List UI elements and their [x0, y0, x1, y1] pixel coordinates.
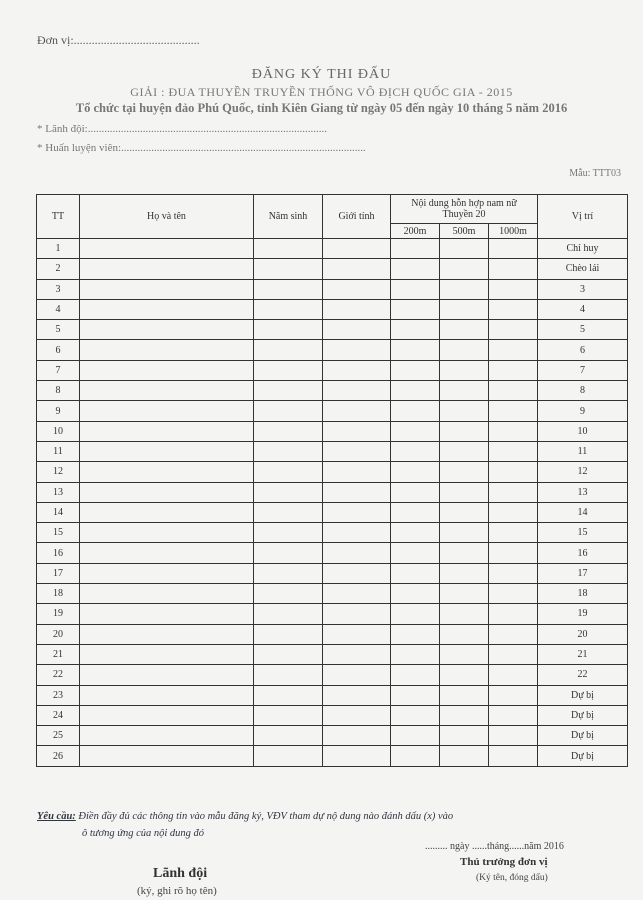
event-200m-cell[interactable]: [391, 320, 440, 340]
position-cell: Chỉ huy: [538, 239, 628, 259]
col-200m: 200m: [391, 224, 440, 239]
registration-table: [36, 194, 628, 767]
position-cell: 6: [538, 340, 628, 360]
birth-year-cell[interactable]: [254, 665, 323, 685]
event-500m-cell[interactable]: [440, 685, 489, 705]
event-200m-cell[interactable]: [391, 259, 440, 279]
row-number: 11: [37, 441, 80, 461]
col-mixed-event: Nội dung hỗn hợp nam nữ Thuyền 20: [391, 195, 538, 224]
event-500m-cell[interactable]: [440, 746, 489, 766]
gender-cell[interactable]: [323, 665, 391, 685]
name-cell[interactable]: [80, 360, 254, 380]
table-row: [37, 299, 628, 319]
event-200m-cell[interactable]: [391, 360, 440, 380]
birth-year-cell[interactable]: [254, 421, 323, 441]
event-200m-cell[interactable]: [391, 746, 440, 766]
event-1000m-cell[interactable]: [489, 644, 538, 664]
requirement-text-2: ô tương ứng của nội dung đó: [82, 828, 205, 839]
event-500m-cell[interactable]: [440, 279, 489, 299]
gender-cell[interactable]: [323, 259, 391, 279]
name-cell[interactable]: [80, 320, 254, 340]
event-500m-cell[interactable]: [440, 482, 489, 502]
position-cell: 4: [538, 299, 628, 319]
row-number: 17: [37, 563, 80, 583]
birth-year-cell[interactable]: [254, 279, 323, 299]
gender-cell[interactable]: [323, 726, 391, 746]
event-1000m-cell[interactable]: [489, 401, 538, 421]
col-position: Vị trí: [538, 195, 628, 239]
row-number: 4: [37, 299, 80, 319]
event-200m-cell[interactable]: [391, 543, 440, 563]
event-1000m-cell[interactable]: [489, 279, 538, 299]
event-1000m-cell[interactable]: [489, 523, 538, 543]
birth-year-cell[interactable]: [254, 239, 323, 259]
table-row: [37, 320, 628, 340]
table-row: [37, 563, 628, 583]
event-1000m-cell[interactable]: [489, 421, 538, 441]
event-500m-cell[interactable]: [440, 320, 489, 340]
name-cell[interactable]: [80, 685, 254, 705]
name-cell[interactable]: [80, 259, 254, 279]
event-200m-cell[interactable]: [391, 401, 440, 421]
col-1000m: 1000m: [489, 224, 538, 239]
table-row: [37, 543, 628, 563]
birth-year-cell[interactable]: [254, 604, 323, 624]
gender-cell[interactable]: [323, 482, 391, 502]
birth-year-cell[interactable]: [254, 482, 323, 502]
event-1000m-cell[interactable]: [489, 239, 538, 259]
event-200m-cell[interactable]: [391, 523, 440, 543]
event-500m-cell[interactable]: [440, 705, 489, 725]
gender-cell[interactable]: [323, 644, 391, 664]
event-500m-cell[interactable]: [440, 340, 489, 360]
table-row: [37, 340, 628, 360]
position-cell: Dự bị: [538, 705, 628, 725]
birth-year-cell[interactable]: [254, 543, 323, 563]
event-1000m-cell[interactable]: [489, 563, 538, 583]
position-cell: 18: [538, 584, 628, 604]
name-cell[interactable]: [80, 584, 254, 604]
event-500m-cell[interactable]: [440, 726, 489, 746]
table-row: [37, 462, 628, 482]
row-number: 24: [37, 705, 80, 725]
event-500m-cell[interactable]: [440, 563, 489, 583]
event-500m-cell[interactable]: [440, 381, 489, 401]
event-1000m-cell[interactable]: [489, 665, 538, 685]
event-500m-cell[interactable]: [440, 543, 489, 563]
name-cell[interactable]: [80, 482, 254, 502]
row-number: 22: [37, 665, 80, 685]
row-number: 5: [37, 320, 80, 340]
position-cell: 7: [538, 360, 628, 380]
name-cell[interactable]: [80, 644, 254, 664]
col-birth-year: Năm sinh: [254, 195, 323, 239]
position-cell: 9: [538, 401, 628, 421]
event-500m-cell[interactable]: [440, 523, 489, 543]
row-number: 25: [37, 726, 80, 746]
name-cell[interactable]: [80, 563, 254, 583]
table-row: [37, 421, 628, 441]
birth-year-cell[interactable]: [254, 360, 323, 380]
event-200m-cell[interactable]: [391, 624, 440, 644]
name-cell[interactable]: [80, 604, 254, 624]
row-number: 23: [37, 685, 80, 705]
gender-cell[interactable]: [323, 320, 391, 340]
form-title: ĐĂNG KÝ THI ĐẤU: [251, 67, 392, 82]
position-cell: 16: [538, 543, 628, 563]
row-number: 14: [37, 502, 80, 522]
birth-year-cell[interactable]: [254, 685, 323, 705]
event-500m-cell[interactable]: [440, 644, 489, 664]
name-cell[interactable]: [80, 441, 254, 461]
event-200m-cell[interactable]: [391, 644, 440, 664]
row-number: 26: [37, 746, 80, 766]
coach-field: * Huấn luyện viên:.........................................................................................: [37, 142, 366, 154]
gender-cell[interactable]: [323, 543, 391, 563]
event-200m-cell[interactable]: [391, 462, 440, 482]
form-code: Mẫu: TTT03: [569, 168, 621, 179]
event-1000m-cell[interactable]: [489, 259, 538, 279]
event-200m-cell[interactable]: [391, 421, 440, 441]
gender-cell[interactable]: [323, 421, 391, 441]
row-number: 7: [37, 360, 80, 380]
event-200m-cell[interactable]: [391, 340, 440, 360]
gender-cell[interactable]: [323, 624, 391, 644]
position-cell: 22: [538, 665, 628, 685]
gender-cell[interactable]: [323, 685, 391, 705]
name-cell[interactable]: [80, 381, 254, 401]
birth-year-cell[interactable]: [254, 381, 323, 401]
table-row: [37, 665, 628, 685]
name-cell[interactable]: [80, 299, 254, 319]
organization-line: Tổ chức tại huyện đảo Phú Quốc, tỉnh Kiên Giang từ ngày 05 đến ngày 10 tháng 5 năm 2016: [75, 101, 568, 115]
event-500m-cell[interactable]: [440, 502, 489, 522]
date-line: ......... ngày ......tháng......năm 2016: [425, 841, 564, 852]
row-number: 1: [37, 239, 80, 259]
row-number: 9: [37, 401, 80, 421]
event-200m-cell[interactable]: [391, 726, 440, 746]
row-number: 18: [37, 584, 80, 604]
name-cell[interactable]: [80, 421, 254, 441]
requirement-label: Yêu cầu:: [37, 811, 76, 822]
name-cell[interactable]: [80, 665, 254, 685]
event-1000m-cell[interactable]: [489, 543, 538, 563]
event-500m-cell[interactable]: [440, 421, 489, 441]
table-row: [37, 624, 628, 644]
name-cell[interactable]: [80, 543, 254, 563]
event-1000m-cell[interactable]: [489, 320, 538, 340]
position-cell: Dự bị: [538, 726, 628, 746]
event-1000m-cell[interactable]: [489, 381, 538, 401]
event-500m-cell[interactable]: [440, 624, 489, 644]
birth-year-cell[interactable]: [254, 340, 323, 360]
event-200m-cell[interactable]: [391, 279, 440, 299]
row-number: 15: [37, 523, 80, 543]
unit-head-label: Thủ trưởng đơn vị: [460, 856, 548, 868]
gender-cell[interactable]: [323, 401, 391, 421]
col-tt: TT: [37, 195, 80, 239]
event-500m-cell[interactable]: [440, 259, 489, 279]
row-number: 13: [37, 482, 80, 502]
table-row: [37, 584, 628, 604]
event-500m-cell[interactable]: [440, 665, 489, 685]
gender-cell[interactable]: [323, 340, 391, 360]
gender-cell[interactable]: [323, 462, 391, 482]
name-cell[interactable]: [80, 401, 254, 421]
event-500m-cell[interactable]: [440, 462, 489, 482]
gender-cell[interactable]: [323, 523, 391, 543]
position-cell: 5: [538, 320, 628, 340]
col-gender: Giới tính: [323, 195, 391, 239]
event-200m-cell[interactable]: [391, 705, 440, 725]
position-cell: Dự bị: [538, 746, 628, 766]
event-1000m-cell[interactable]: [489, 299, 538, 319]
position-cell: 14: [538, 502, 628, 522]
event-200m-cell[interactable]: [391, 482, 440, 502]
unit-field: Đơn vị:..........................................: [37, 33, 200, 47]
birth-year-cell[interactable]: [254, 462, 323, 482]
name-cell[interactable]: [80, 239, 254, 259]
row-number: 20: [37, 624, 80, 644]
position-cell: 12: [538, 462, 628, 482]
event-1000m-cell[interactable]: [489, 482, 538, 502]
event-500m-cell[interactable]: [440, 441, 489, 461]
team-leader-note: (ký, ghi rõ họ tên): [137, 885, 217, 897]
event-1000m-cell[interactable]: [489, 340, 538, 360]
event-200m-cell[interactable]: [391, 239, 440, 259]
position-cell: 8: [538, 381, 628, 401]
name-cell[interactable]: [80, 726, 254, 746]
leader-field: * Lãnh đội:.......................................................................................: [37, 123, 327, 135]
birth-year-cell[interactable]: [254, 259, 323, 279]
gender-cell[interactable]: [323, 381, 391, 401]
position-cell: 3: [538, 279, 628, 299]
event-200m-cell[interactable]: [391, 441, 440, 461]
position-cell: 17: [538, 563, 628, 583]
gender-cell[interactable]: [323, 746, 391, 766]
event-1000m-cell[interactable]: [489, 502, 538, 522]
gender-cell[interactable]: [323, 441, 391, 461]
table-row: [37, 685, 628, 705]
table-row: [37, 441, 628, 461]
event-500m-cell[interactable]: [440, 299, 489, 319]
name-cell[interactable]: [80, 705, 254, 725]
table-row: [37, 482, 628, 502]
name-cell[interactable]: [80, 502, 254, 522]
gender-cell[interactable]: [323, 705, 391, 725]
event-200m-cell[interactable]: [391, 665, 440, 685]
event-200m-cell[interactable]: [391, 299, 440, 319]
event-1000m-cell[interactable]: [489, 624, 538, 644]
table-row: [37, 604, 628, 624]
name-cell[interactable]: [80, 746, 254, 766]
position-cell: 15: [538, 523, 628, 543]
row-number: 10: [37, 421, 80, 441]
event-1000m-cell[interactable]: [489, 604, 538, 624]
table-row: [37, 279, 628, 299]
event-200m-cell[interactable]: [391, 685, 440, 705]
table-row: [37, 381, 628, 401]
unit-head-note: (Ký tên, đóng dấu): [476, 873, 548, 883]
event-1000m-cell[interactable]: [489, 584, 538, 604]
table-row: [37, 360, 628, 380]
row-number: 12: [37, 462, 80, 482]
birth-year-cell[interactable]: [254, 502, 323, 522]
birth-year-cell[interactable]: [254, 299, 323, 319]
row-number: 16: [37, 543, 80, 563]
birth-year-cell[interactable]: [254, 726, 323, 746]
event-200m-cell[interactable]: [391, 604, 440, 624]
event-200m-cell[interactable]: [391, 381, 440, 401]
col-name: Họ và tên: [80, 195, 254, 239]
event-200m-cell[interactable]: [391, 584, 440, 604]
row-number: 2: [37, 259, 80, 279]
name-cell[interactable]: [80, 279, 254, 299]
position-cell: 19: [538, 604, 628, 624]
birth-year-cell[interactable]: [254, 746, 323, 766]
requirement-note: [37, 808, 617, 842]
event-1000m-cell[interactable]: [489, 746, 538, 766]
row-number: 21: [37, 644, 80, 664]
birth-year-cell[interactable]: [254, 705, 323, 725]
row-number: 19: [37, 604, 80, 624]
name-cell[interactable]: [80, 523, 254, 543]
gender-cell[interactable]: [323, 563, 391, 583]
gender-cell[interactable]: [323, 502, 391, 522]
gender-cell[interactable]: [323, 279, 391, 299]
birth-year-cell[interactable]: [254, 441, 323, 461]
gender-cell[interactable]: [323, 299, 391, 319]
event-500m-cell[interactable]: [440, 239, 489, 259]
position-cell: 13: [538, 482, 628, 502]
row-number: 8: [37, 381, 80, 401]
table-row: [37, 239, 628, 259]
gender-cell[interactable]: [323, 584, 391, 604]
table-row: [37, 401, 628, 421]
name-cell[interactable]: [80, 462, 254, 482]
gender-cell[interactable]: [323, 360, 391, 380]
name-cell[interactable]: [80, 624, 254, 644]
position-cell: Chèo lái: [538, 259, 628, 279]
birth-year-cell[interactable]: [254, 644, 323, 664]
birth-year-cell[interactable]: [254, 563, 323, 583]
col-500m: 500m: [440, 224, 489, 239]
event-200m-cell[interactable]: [391, 563, 440, 583]
requirement-text: Điền đầy đủ các thông tin vào mẫu đăng ký, VĐV tham dự nộ dung nào đánh dấu (x) vào: [75, 811, 454, 822]
birth-year-cell[interactable]: [254, 401, 323, 421]
row-number: 6: [37, 340, 80, 360]
table-row: [37, 259, 628, 279]
event-subtitle: GIẢI : ĐUA THUYỀN TRUYỀN THỐNG VÔ ĐỊCH QUỐC GIA - 2015: [130, 85, 513, 99]
event-500m-cell[interactable]: [440, 584, 489, 604]
birth-year-cell[interactable]: [254, 624, 323, 644]
gender-cell[interactable]: [323, 239, 391, 259]
event-1000m-cell[interactable]: [489, 462, 538, 482]
event-1000m-cell[interactable]: [489, 726, 538, 746]
event-1000m-cell[interactable]: [489, 360, 538, 380]
event-500m-cell[interactable]: [440, 604, 489, 624]
position-cell: 21: [538, 644, 628, 664]
name-cell[interactable]: [80, 340, 254, 360]
table-row: [37, 644, 628, 664]
gender-cell[interactable]: [323, 604, 391, 624]
event-1000m-cell[interactable]: [489, 441, 538, 461]
event-500m-cell[interactable]: [440, 360, 489, 380]
position-cell: 10: [538, 421, 628, 441]
position-cell: Dự bị: [538, 685, 628, 705]
table-row: [37, 726, 628, 746]
table-row: [37, 705, 628, 725]
row-number: 3: [37, 279, 80, 299]
event-200m-cell[interactable]: [391, 502, 440, 522]
table-row: [37, 746, 628, 766]
birth-year-cell[interactable]: [254, 584, 323, 604]
table-row: [37, 523, 628, 543]
birth-year-cell[interactable]: [254, 320, 323, 340]
table-row: [37, 502, 628, 522]
event-1000m-cell[interactable]: [489, 705, 538, 725]
event-500m-cell[interactable]: [440, 401, 489, 421]
event-1000m-cell[interactable]: [489, 685, 538, 705]
position-cell: 20: [538, 624, 628, 644]
birth-year-cell[interactable]: [254, 523, 323, 543]
position-cell: 11: [538, 441, 628, 461]
team-leader-label: Lãnh đội: [153, 866, 208, 881]
